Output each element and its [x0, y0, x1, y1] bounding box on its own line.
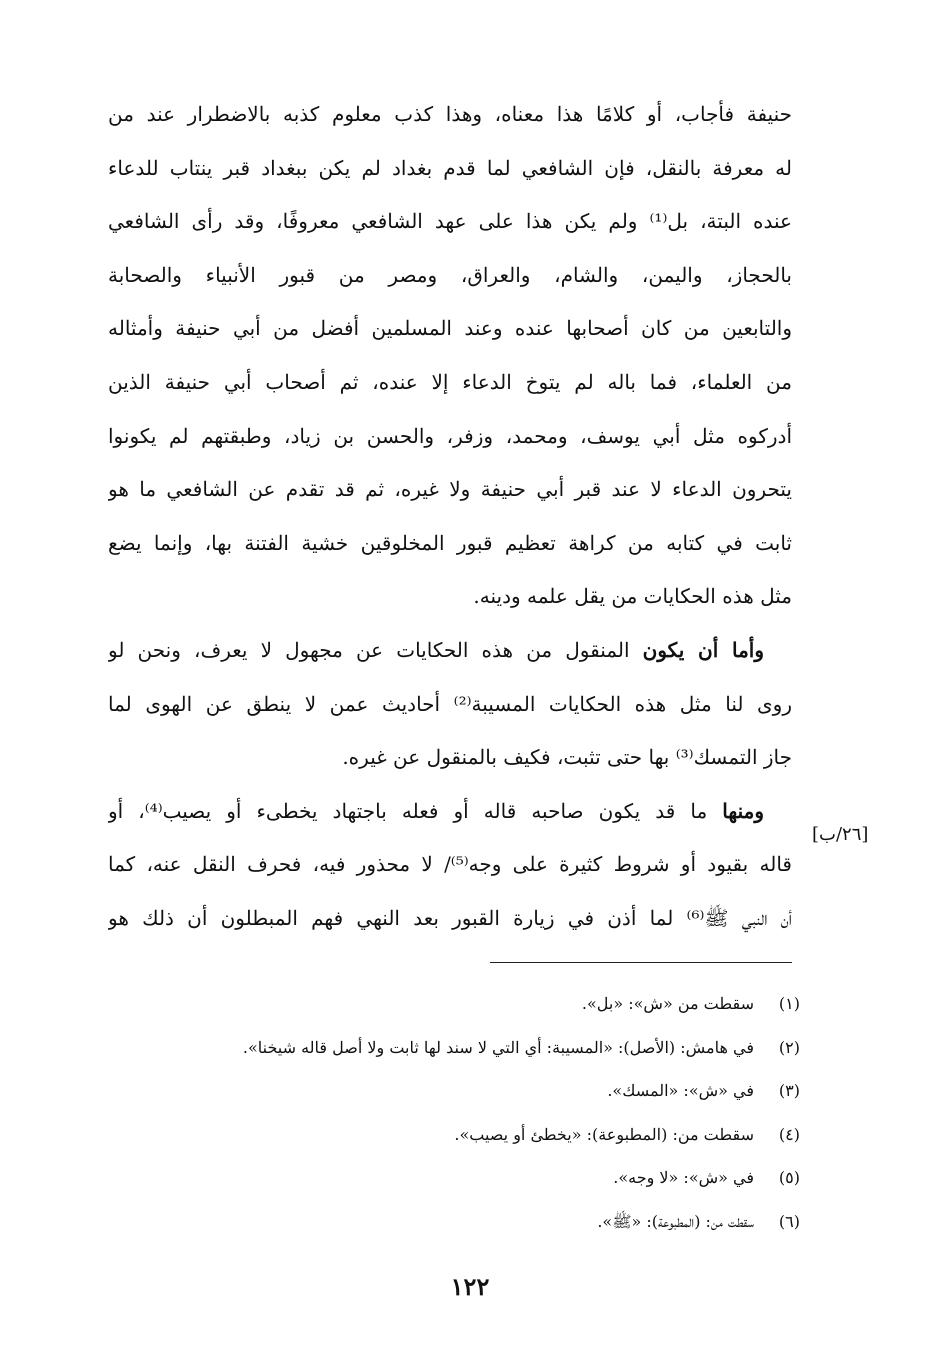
- footnote: [100, 1156, 800, 1200]
- paragraph-lead: وأما أن يكون: [642, 637, 764, 662]
- footnote-text: سقطت من: (المطبوعة): «يخطئ أو يصيب».: [454, 1124, 754, 1144]
- text-line: ثابت في كتابه من كراهة تعظيم قبور المخلوقين خشية الفتنة بها، وإنما يضع: [108, 530, 792, 555]
- footnote-text: في «ش»: «لا وجه».: [613, 1168, 754, 1187]
- text-line: عنده البتة، بل⁽¹⁾ ولم يكن هذا على عهد الشافعي معروفًا، وقد رأى الشافعي: [108, 209, 792, 234]
- footnote-text: سقطت من «ش»: «بل».: [581, 994, 754, 1013]
- text-line: أن النبي ﷺ⁽⁶⁾ لما أذن في زيارة القبور بعد النهي فهم المبطلون أن ذلك هو: [108, 905, 792, 930]
- footnote-number: (٣): [778, 1081, 800, 1100]
- text-line: روى لنا مثل هذه الحكايات المسيبة⁽²⁾ أحاديث عمن لا ينطق عن الهوى لما: [108, 691, 792, 716]
- text-line: جاز التمسك⁽³⁾ بها حتى تثبت، فكيف بالمنقول عن غيره.: [342, 745, 792, 770]
- footnote-number: (١): [778, 994, 800, 1013]
- footnote-number: (٢): [778, 1037, 800, 1057]
- footnote-text: في «ش»: «المسك».: [607, 1081, 754, 1100]
- footnote-separator: [490, 962, 792, 963]
- main-text: [108, 88, 792, 946]
- footnote: [100, 1069, 800, 1113]
- text-line: حنيفة فأجاب، أو كلامًا هذا معناه، وهذا كذب معلوم كذبه بالاضطرار عند من: [108, 102, 792, 126]
- footnote-number: (٦): [778, 1211, 800, 1231]
- page-number: ١٢٢: [450, 1272, 490, 1301]
- text-line: أدركوه مثل أبي يوسف، ومحمد، وزفر، والحسن بن زياد، وطبقتهم لم يكونوا: [108, 423, 792, 448]
- text-line: بالحجاز، واليمن، والشام، والعراق، ومصر من قبور الأنبياء والصحابة: [108, 262, 792, 287]
- footnote: [100, 982, 800, 1026]
- text-line: من العلماء، فما باله لم يتوخ الدعاء إلا عنده، ثم أصحاب أبي حنيفة الذين: [108, 369, 792, 394]
- footnote: [100, 1200, 800, 1244]
- footnote: [100, 1026, 800, 1070]
- footnote-number: (٥): [778, 1168, 800, 1187]
- footnote-number: (٤): [778, 1124, 800, 1144]
- footnotes: [100, 982, 800, 1243]
- text-line: له معرفة بالنقل، فإن الشافعي لما قدم بغداد لم يكن ببغداد قبر ينتاب للدعاء: [108, 155, 792, 180]
- footnote-text: سقطت من: (المطبوعة): «ﷺ».: [597, 1211, 754, 1231]
- text-line: ومنها ما قد يكون صاحبه قاله أو فعله باجتهاد يخطىء أو يصيب⁽⁴⁾، أو: [108, 798, 764, 823]
- text-line: يتحرون الدعاء لا عند قبر أبي حنيفة ولا غيره، ثم قد تقدم عن الشافعي ما هو: [108, 477, 792, 502]
- footnote: [100, 1113, 800, 1157]
- text-line: وأما أن يكون المنقول من هذه الحكايات عن مجهول لا يعرف، ونحن لو: [108, 637, 764, 662]
- footnote-text: في هامش: (الأصل): «المسيبة: أي التي لا سند لها ثابت ولا أصل قاله شيخنا».: [242, 1037, 754, 1057]
- text-line: قاله بقيود أو شروط كثيرة على وجه⁽⁵⁾/ لا محذور فيه، فحرف النقل عنه، كما: [108, 852, 792, 877]
- manuscript-folio-marker: [٢٦/ب]: [812, 824, 869, 845]
- paragraph-lead: ومنها: [722, 798, 764, 823]
- text-line: والتابعين من كان أصحابها عنده وعند المسلمين أفضل من أبي حنيفة وأمثاله: [108, 316, 792, 341]
- text-line: مثل هذه الحكايات من يقل علمه ودينه.: [473, 584, 792, 609]
